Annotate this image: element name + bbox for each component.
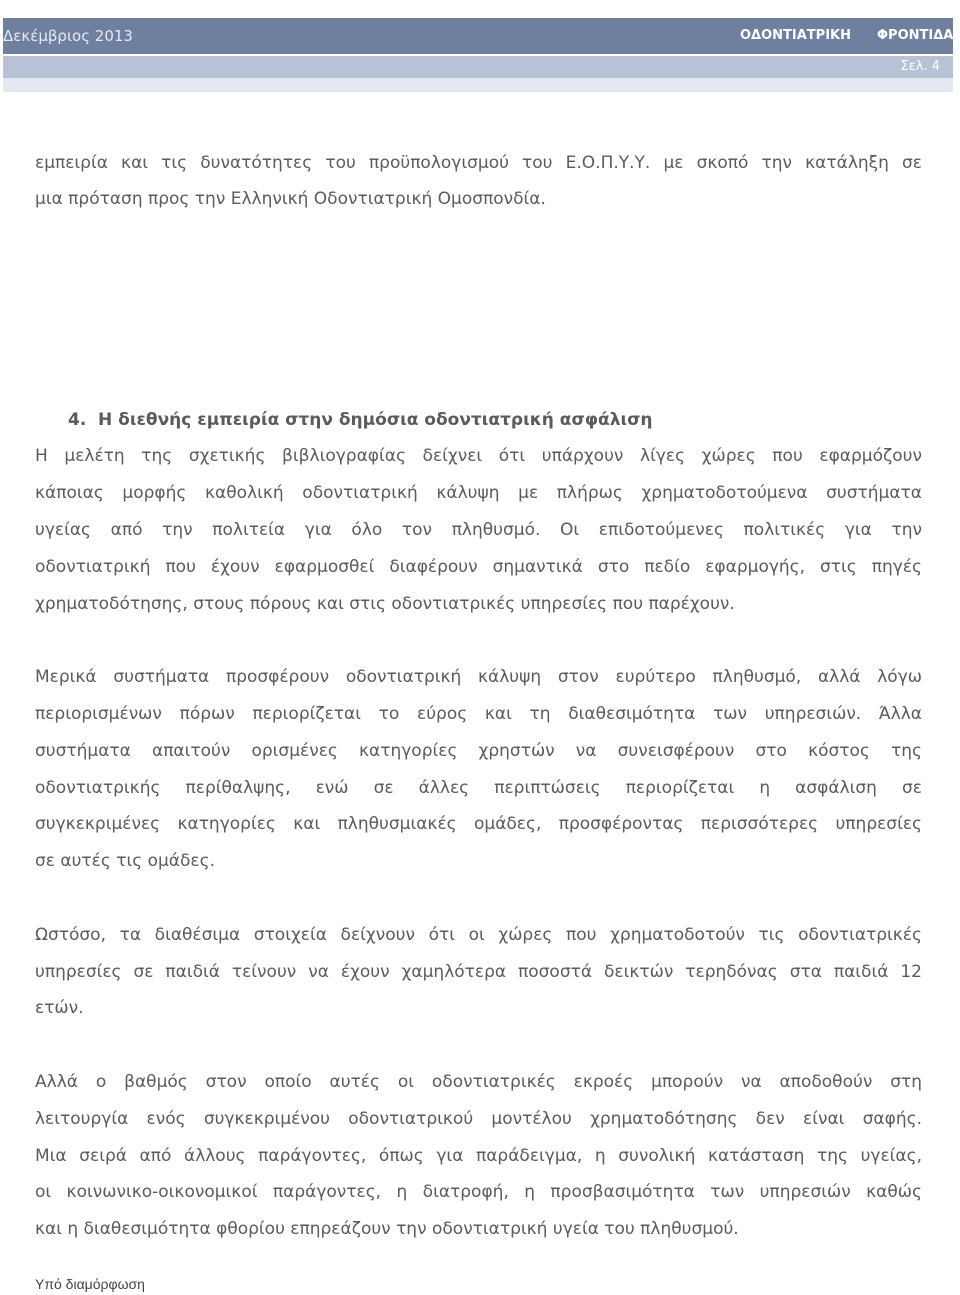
publication-title-part1: ΟΔΟΝΤΙΑΤΡΙΚΗ: [740, 28, 851, 43]
text-line: Ωστόσο, τα διαθέσιμα στοιχεία δείχνουν ότι οι χώρες που χρηματοδοτούν τις οδοντιατρικές: [35, 924, 922, 945]
section-heading: [35, 402, 922, 439]
section-number: 4.: [68, 409, 87, 430]
paragraph: [35, 1064, 922, 1248]
text-line: οι κοινωνικο-οικονομικοί παράγοντες, η διατροφή, η προσβασιμότητα των υπηρεσιών καθώς: [35, 1182, 922, 1203]
text-line: περιορισμένων πόρων περιορίζεται το εύρος και τη διαθεσιμότητα των υπηρεσιών. Άλλα: [35, 703, 922, 724]
text-line: εμπειρία και τις δυνατότητες του προϋπολογισμού του Ε.Ο.Π.Υ.Υ. με σκοπό την κατάληξη σε: [35, 152, 922, 173]
text-line: μια πρόταση προς την Ελληνική Οδοντιατρική Ομοσπονδία.: [35, 189, 546, 210]
text-line: συστήματα απαιτούν ορισμένες κατηγορίες χρηστών να συνεισφέρουν στο κόστος της: [35, 740, 922, 761]
section-title: Η διεθνής εμπειρία στην δημόσια οδοντιατρική ασφάλιση: [98, 409, 653, 430]
text-line: ετών.: [35, 998, 84, 1019]
page-number: Σελ. 4: [900, 59, 940, 74]
text-line: Αλλά ο βαθμός στον οποίο αυτές οι οδοντιατρικές εκροές μπορούν να αποδοθούν στη: [35, 1071, 922, 1092]
text-line: οδοντιατρική που έχουν εφαρμοσθεί διαφέρουν σημαντικά στο πεδίο εφαρμογής, στις πηγές: [35, 556, 922, 577]
text-line: οδοντιατρικής περίθαλψης, ενώ σε άλλες περιπτώσεις περιορίζεται η ασφάλιση σε: [35, 777, 922, 798]
text-line: σε αυτές τις ομάδες.: [35, 851, 215, 872]
text-line: υπηρεσίες σε παιδιά τείνουν να έχουν χαμηλότερα ποσοστά δεικτών τερηδόνας στα παιδιά 12: [35, 961, 922, 982]
text-line: και η διαθεσιμότητα φθορίου επηρεάζουν την οδοντιατρική υγεία του πληθυσμού.: [35, 1219, 739, 1240]
text-line: Μερικά συστήματα προσφέρουν οδοντιατρική κάλυψη στον ευρύτερο πληθυσμό, αλλά λόγω: [35, 667, 922, 688]
header-band: [3, 78, 953, 92]
issue-date: Δεκέμβριος 2013: [3, 27, 133, 45]
document-body: [35, 145, 922, 1248]
text-line: συγκεκριμένες κατηγορίες και πληθυσμιακές ομάδες, προσφέροντας περισσότερες υπηρεσίες: [35, 814, 922, 835]
text-line: Μια σειρά από άλλους παράγοντες, όπως για παράδειγμα, η συνολική κατάσταση της υγείας,: [35, 1145, 922, 1166]
text-line: Η μελέτη της σχετικής βιβλιογραφίας δείχνει ότι υπάρχουν λίγες χώρες που εφαρμόζουν: [35, 446, 922, 467]
paragraph: [35, 438, 922, 622]
paragraph: [35, 917, 922, 1027]
text-line: κάποιας μορφής καθολική οδοντιατρική κάλυψη με πλήρως χρηματοδοτούμενα συστήματα: [35, 483, 922, 504]
header-subbar: [3, 56, 953, 78]
text-line: χρηματοδότησης, στους πόρους και στις οδοντιατρικές υπηρεσίες που παρέχουν.: [35, 593, 735, 614]
paragraph: [35, 659, 922, 880]
text-line: λειτουργία ενός συγκεκριμένου οδοντιατρικού μοντέλου χρηματοδότησης δεν είναι σαφής.: [35, 1108, 922, 1129]
publication-title-part2: ΦΡΟΝΤΙΔΑ: [877, 28, 953, 43]
text-line: υγείας από την πολιτεία για όλο τον πληθυσμό. Οι επιδοτούμενες πολιτικές για την: [35, 519, 922, 540]
header-bar: [3, 18, 953, 54]
intro-paragraph: [35, 145, 922, 219]
draft-note: Υπό διαμόρφωση: [35, 1276, 145, 1292]
